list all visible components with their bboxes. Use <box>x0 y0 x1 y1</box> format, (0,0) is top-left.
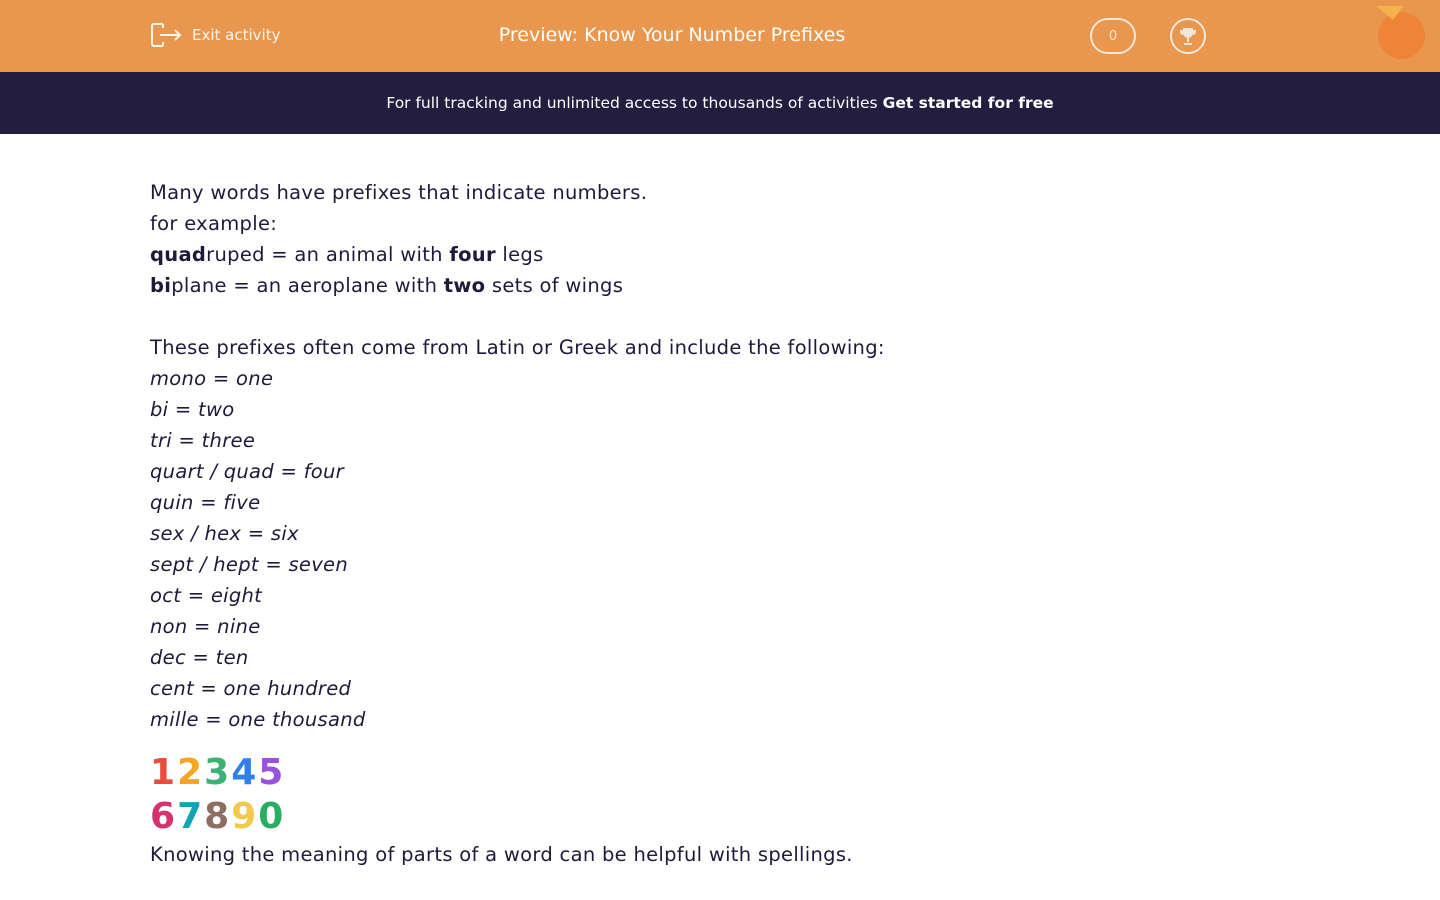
closing-text: Knowing the meaning of parts of a word can be helpful with spellings. <box>150 843 853 866</box>
bold-prefix: quad <box>150 243 207 266</box>
example-biplane <box>150 270 885 301</box>
score-badge: 0 <box>1090 18 1136 54</box>
for-example-text: for example: <box>150 212 278 235</box>
digit: 5 <box>258 752 286 793</box>
digit: 8 <box>204 796 232 837</box>
page-title: Preview: Know Your Number Prefixes <box>498 24 846 46</box>
digit: 0 <box>258 796 286 837</box>
digit: 4 <box>231 752 259 793</box>
numbers-row-2 <box>150 795 885 839</box>
digit: 9 <box>231 796 259 837</box>
bold-number: two <box>443 274 486 297</box>
digit: 7 <box>177 796 205 837</box>
exit-label: Exit activity <box>192 26 281 44</box>
bold-number: four <box>449 243 496 266</box>
prefix-item: mille = one thousand <box>150 708 366 731</box>
prefix-item: sex / hex = six <box>150 522 299 545</box>
intro-text: Many words have prefixes that indicate numbers. <box>150 181 648 204</box>
prefix-item: mono = one <box>150 367 274 390</box>
get-started-link[interactable]: Get started for free <box>882 94 1054 112</box>
text: legs <box>495 243 544 266</box>
activity-content <box>150 177 885 870</box>
colorful-numbers-image <box>150 751 885 839</box>
prefix-list <box>150 363 885 735</box>
bold-prefix: bi <box>150 274 172 297</box>
prefix-item: oct = eight <box>150 584 263 607</box>
trophy-icon <box>1178 26 1198 46</box>
prefix-item: quin = five <box>150 491 261 514</box>
lead-text: These prefixes often come from Latin or Greek and include the following: <box>150 336 885 359</box>
signup-banner <box>0 72 1440 134</box>
prefix-item: sept / hept = seven <box>150 553 349 576</box>
prefix-item: non = nine <box>150 615 261 638</box>
prefix-item: quart / quad = four <box>150 460 344 483</box>
text: sets of wings <box>485 274 624 297</box>
prefix-item: dec = ten <box>150 646 249 669</box>
prefix-item: cent = one hundred <box>150 677 352 700</box>
logo-orange <box>1378 12 1425 59</box>
digit: 3 <box>204 752 232 793</box>
numbers-row-1 <box>150 751 885 795</box>
text: ruped = an animal with <box>206 243 450 266</box>
header-bar <box>0 0 1440 72</box>
example-quadruped <box>150 239 885 270</box>
digit: 2 <box>177 752 205 793</box>
text: plane = an aeroplane with <box>171 274 444 297</box>
prefix-item: bi = two <box>150 398 235 421</box>
digit: 1 <box>150 752 178 793</box>
banner-text: For full tracking and unlimited access to thousands of activities <box>386 94 878 112</box>
prefix-item: tri = three <box>150 429 256 452</box>
digit: 6 <box>150 796 178 837</box>
trophy-button[interactable] <box>1170 18 1206 54</box>
